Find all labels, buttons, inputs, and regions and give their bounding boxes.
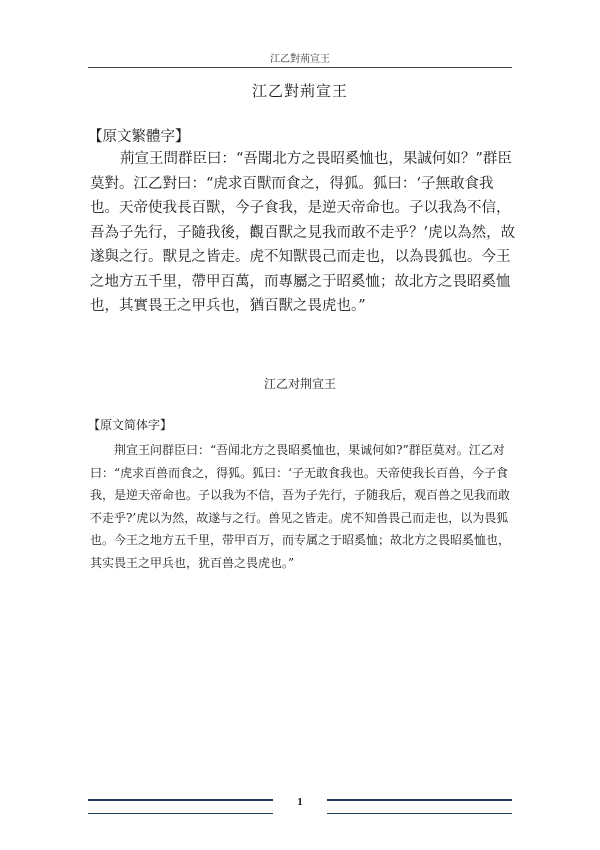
simplified-title: 江乙对荆宣王	[263, 377, 336, 391]
footer-rule-right-bottom	[327, 813, 512, 814]
running-header: 江乙對荊宣王	[270, 54, 330, 65]
footer-rule-left-bottom	[88, 813, 273, 814]
header-divider	[88, 67, 512, 68]
traditional-title: 江乙對荊宣王	[251, 82, 348, 100]
simplified-section-label: 【原文简体字】	[88, 418, 173, 432]
footer-rule-right-top	[327, 799, 512, 801]
traditional-section-label: 【原文繁體字】	[88, 129, 190, 145]
traditional-body-text: 荊宣王問群臣曰：“吾聞北方之畏昭奚恤也，果誠何如？”群臣莫對。江乙對曰：“虎求百獸而食之，得狐。狐曰：‘子無敢食我也。天帝使我長百獸，今子食我，是逆天帝命也。子以我為不信，吾為子先行，子隨我後，觀百獸之見我而敢不走乎？’虎以為然，故遂與之行。獸見之皆走。虎不知獸畏己而走也，以為畏狐也。今王之地方五千里，帶甲百萬，而專屬之于昭奚恤；故北方之畏昭奚恤也，其實畏王之甲兵也，猶百獸之畏虎也。”	[90, 151, 516, 314]
simplified-body-text: 荆宣王问群臣曰：“吾闻北方之畏昭奚恤也，果诚何如?”群臣莫对。江乙对曰：“虎求百兽而食之，得狐。狐曰：‘子无敢食我也。天帝使我长百兽，今子食我，是逆天帝命也。子以我为不信，吾为子先行，子随我后，观百兽之见我而敢不走乎?’虎以为然，故遂与之行。兽见之皆走。虎不知兽畏己而走也，以为畏狐也。今王之地方五千里，带甲百万，而专属之于昭奚恤；故北方之畏昭奚恤也，其实畏王之甲兵也，犹百兽之畏虎也。”	[90, 443, 511, 570]
page-number: 1	[297, 796, 303, 808]
footer-rule-left-top	[88, 799, 273, 801]
